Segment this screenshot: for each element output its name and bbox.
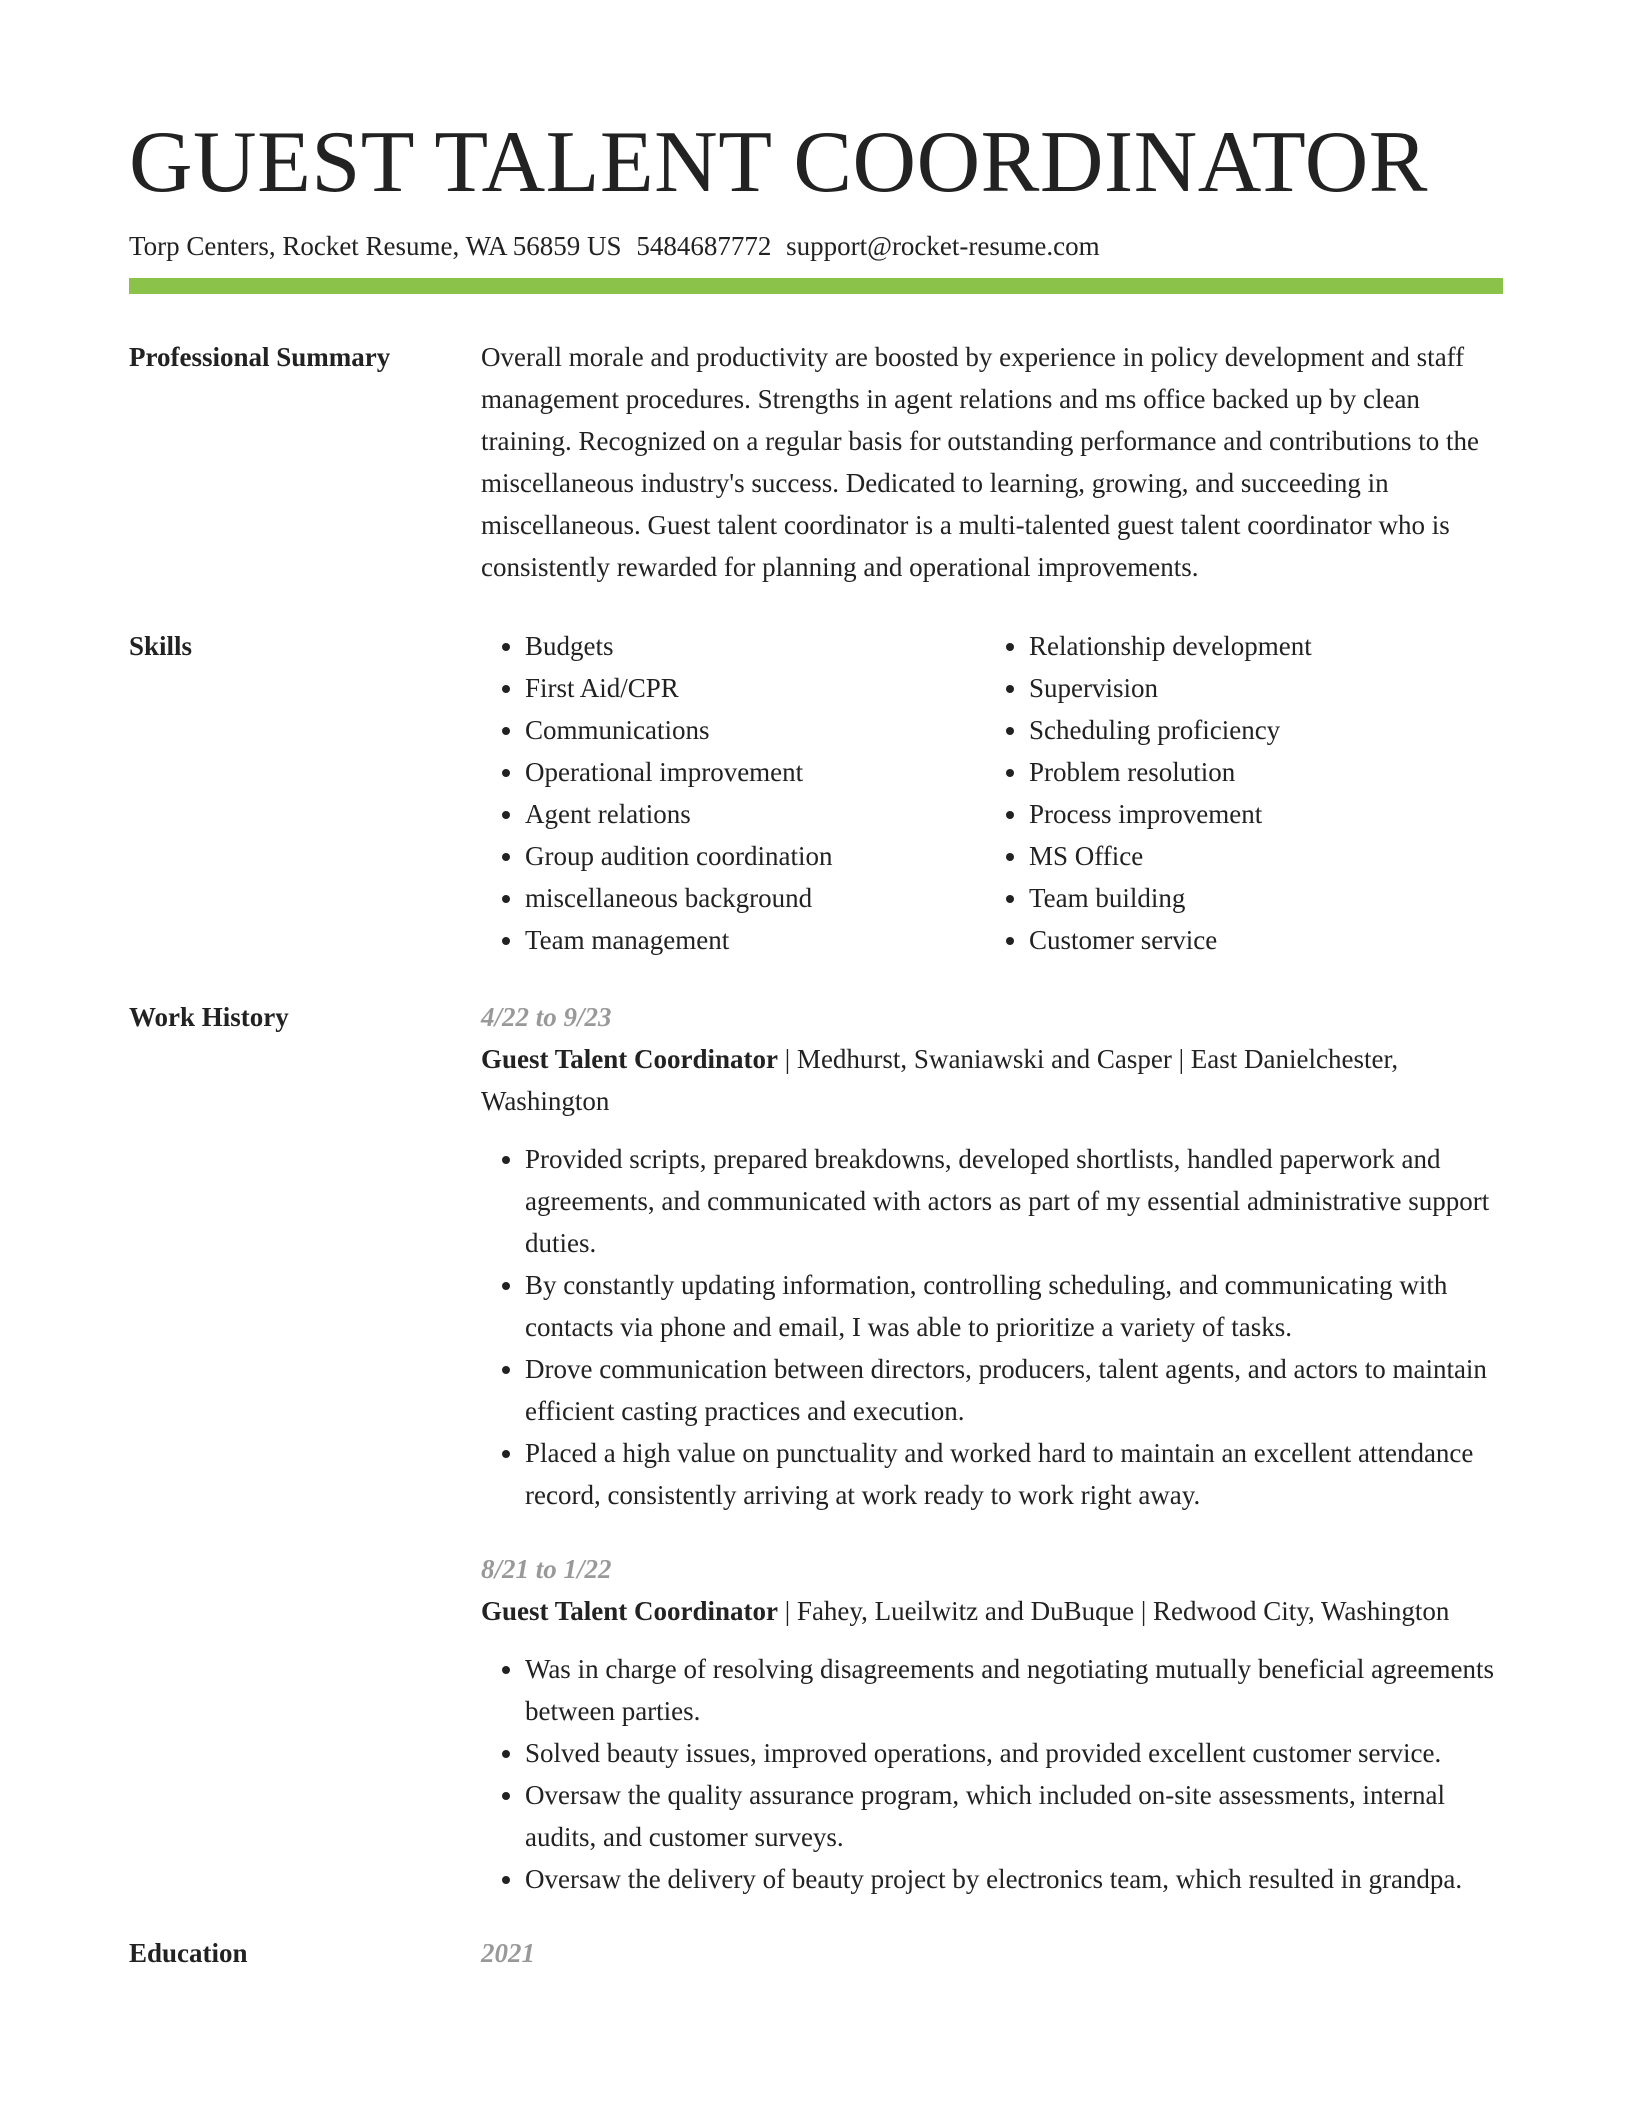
skill-item: • Agent relations [525,793,985,835]
job-dates: 4/22 to 9/23 [481,1002,612,1033]
skills-heading: Skills [129,631,193,662]
job-bullet: • Placed a high value on punctuality and worked hard to maintain an excellent attendance record, consistently arriving at work ready to work right away. [525,1432,1503,1516]
contact-address: Torp Centers, Rocket Resume, WA 56859 US [129,231,622,262]
skill-item: • First Aid/CPR [525,667,985,709]
job-header [481,1590,1503,1632]
skills-list-left [481,625,985,961]
skill-item: • Relationship development [1029,625,1489,667]
job-entry [481,996,1503,1516]
accent-divider [129,278,1503,294]
education-section [129,1932,1503,1974]
skill-item: • Process improvement [1029,793,1489,835]
summary-section [129,336,1503,588]
job-bullet: • Oversaw the quality assurance program, which included on-site assessments, internal audits, and customer surveys. [525,1774,1503,1858]
skill-item: • MS Office [1029,835,1489,877]
job-employer-location: | Fahey, Lueilwitz and DuBuque | Redwood City, Washington [778,1596,1450,1627]
skill-item: • Problem resolution [1029,751,1489,793]
job-bullets [481,1648,1503,1900]
job-entry [481,1548,1503,1900]
skill-item: • Supervision [1029,667,1489,709]
work-history-heading: Work History [129,1002,289,1033]
job-header [481,1038,1503,1122]
skill-item: • Team building [1029,877,1489,919]
job-employer-location: | Medhurst, Swaniawski and Casper | East Danielchester, Washington [481,1044,1399,1117]
contact-email: support@rocket-resume.com [786,231,1100,262]
summary-heading: Professional Summary [129,342,391,373]
job-bullets [481,1138,1503,1516]
summary-text: Overall morale and productivity are boosted by experience in policy development and staff management procedures. Strengths in agent relations and ms office backed up by clean training. Recognized on a regular basis for outstanding performance and contributions to the miscellaneous industry's success. Dedicated to learning, growing, and succeeding in miscellaneous. Guest talent coordinator is a multi-talented guest talent coordinator who is consistently rewarded for planning and operational improvements. [481,342,1479,583]
contact-line [129,229,1503,264]
job-title: Guest Talent Coordinator [481,1044,779,1075]
education-date: 2021 [481,1938,535,1969]
resume-title: GUEST TALENT COORDINATOR [129,114,1428,211]
skill-item: • Operational improvement [525,751,985,793]
job-title: Guest Talent Coordinator [481,1596,779,1627]
job-bullet: • Was in charge of resolving disagreements and negotiating mutually beneficial agreements between parties. [525,1648,1503,1732]
job-bullet: • Provided scripts, prepared breakdowns, developed shortlists, handled paperwork and agreements, and communicated with actors as part of my essential administrative support duties. [525,1138,1503,1264]
skill-item: • Communications [525,709,985,751]
skills-section [129,625,1503,961]
job-dates: 8/21 to 1/22 [481,1554,612,1585]
work-history-section [129,996,1503,1900]
job-bullet: • Drove communication between directors, producers, talent agents, and actors to maintain efficient casting practices and execution. [525,1348,1503,1432]
skill-item: • Team management [525,919,985,961]
contact-phone: 5484687772 [636,231,772,262]
skill-item: • Group audition coordination [525,835,985,877]
skill-item: • miscellaneous background [525,877,985,919]
job-bullet: • Oversaw the delivery of beauty project by electronics team, which resulted in grandpa. [525,1858,1503,1900]
skill-item: • Scheduling proficiency [1029,709,1489,751]
job-bullet: • By constantly updating information, controlling scheduling, and communicating with contacts via phone and email, I was able to prioritize a variety of tasks. [525,1264,1503,1348]
job-bullet: • Solved beauty issues, improved operations, and provided excellent customer service. [525,1732,1503,1774]
skills-list-right [985,625,1489,961]
education-heading: Education [129,1938,248,1969]
skill-item: • Customer service [1029,919,1489,961]
skill-item: • Budgets [525,625,985,667]
